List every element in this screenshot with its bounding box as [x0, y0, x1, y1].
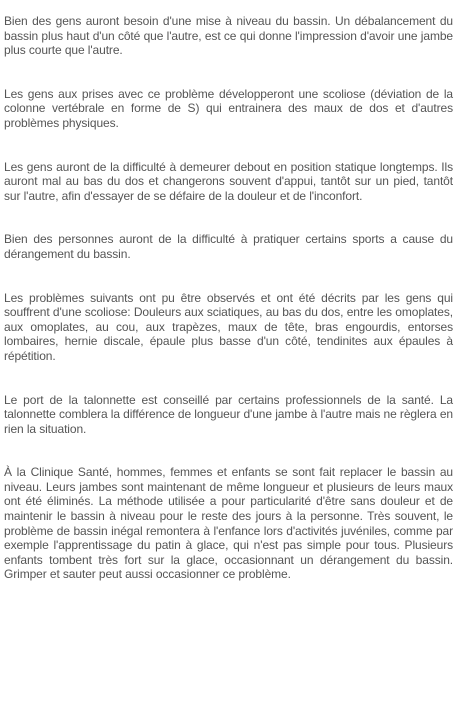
- paragraph-position-statique: Les gens auront de la difficulté à demeurer debout en position statique longtemps. Ils auront mal au bas du dos et changerons souvent d'appui, tantôt sur un pied, tantôt sur l'autre, afin d'essayer de se défaire de la douleur et de l'inconfort.: [4, 159, 453, 203]
- paragraph-mise-a-niveau: Bien des gens auront besoin d'une mise à niveau du bassin. Un débalancement du bassin plus haut d'un côté que l'autre, est ce qui donne l'impression d'avoir une jambe plus courte que l'autre.: [4, 14, 453, 58]
- paragraph-talonnette: Le port de la talonnette est conseillé par certains professionnels de la santé. La talonnette comblera la différence de longueur d'une jambe à l'autre mais ne règlera en rien la situation.: [4, 392, 453, 436]
- paragraph-scoliose: Les gens aux prises avec ce problème développeront une scoliose (déviation de la colonne vertébrale en forme de S) qui entrainera des maux de dos et d'autres problèmes physiques.: [4, 86, 453, 130]
- paragraph-clinique-sante: À la Clinique Santé, hommes, femmes et enfants se sont fait replacer le bassin au niveau. Leurs jambes sont maintenant de même longueur et plusieurs de leurs maux ont été éliminés. La méthode utilisée a pour particularité d'être sans douleur et de maintenir le bassin à niveau pour le reste des jours à la personne. Très souvent, le problème de bassin inégal remontera à l'enfance lors d'activités juvéniles, comme par exemple l'apprentissage du patin à glace, qui n'est pas simple pour tous. Plusieurs enfants tombent très fort sur la glace, occasionnant un dérangement du bassin. Grimper et sauter peut aussi occasionner ce problème.: [4, 465, 453, 582]
- paragraph-sports: Bien des personnes auront de la difficulté à pratiquer certains sports a cause du dérangement du bassin.: [4, 232, 453, 261]
- paragraph-problemes-observes: Les problèmes suivants ont pu être observés et ont été décrits par les gens qui souffrent d'une scoliose: Douleurs aux sciatiques, au bas du dos, entre les omoplates, aux omoplates, au cou, aux trapèzes, maux de tête, bras engourdis, entorses lombaires, hernie discale, épaule plus basse d'un côté, tendinites aux épaules à répétition.: [4, 290, 453, 363]
